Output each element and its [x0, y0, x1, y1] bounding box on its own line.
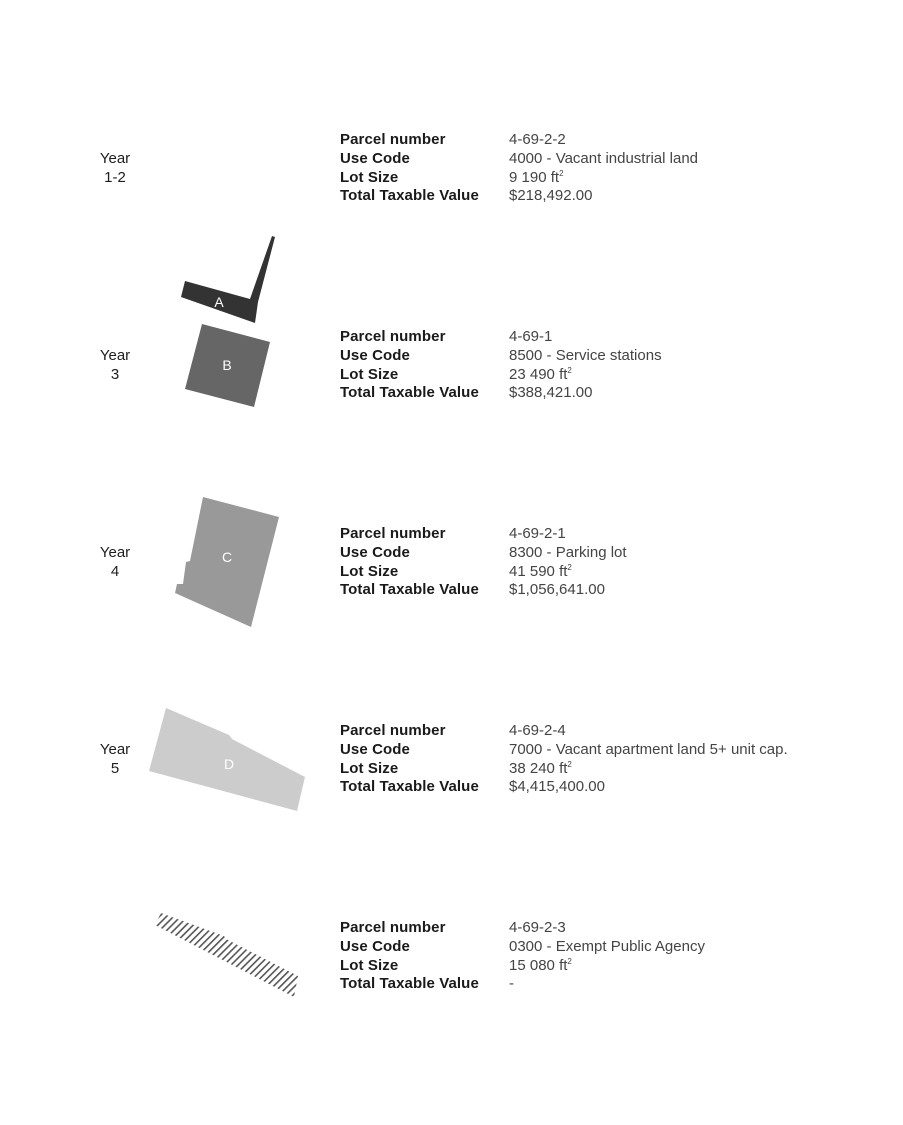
use-code-value: 7000 - Vacant apartment land 5+ unit cap.	[509, 740, 788, 758]
taxable-value-label: Total Taxable Value	[340, 975, 479, 993]
parcel-number-value: 4-69-2-1	[509, 525, 566, 542]
parcel-b-info	[340, 328, 662, 403]
parcel-number-value: 4-69-2-4	[509, 722, 566, 739]
lot-size-value	[509, 760, 572, 779]
year-value: 4	[110, 563, 120, 580]
lot-size-label: Lot Size	[340, 365, 399, 383]
lot-size-label: Lot Size	[340, 956, 399, 974]
lot-size-value	[509, 957, 572, 976]
lot-size-number: 23 490	[509, 365, 555, 383]
parcel-c-info	[340, 525, 627, 600]
use-code-label: Use Code	[340, 740, 410, 758]
taxable-value-label: Total Taxable Value	[340, 384, 479, 402]
use-code-value: 4000 - Vacant industrial land	[509, 149, 699, 167]
lot-size-unit: ft	[559, 956, 568, 974]
lot-size-value	[509, 563, 572, 582]
parcel-row-a	[0, 110, 903, 310]
use-code-value: 8300 - Parking lot	[509, 543, 627, 561]
lot-size-number: 15 080	[509, 956, 555, 974]
year-word: Year	[99, 150, 131, 167]
lot-size-number: 38 240	[509, 759, 555, 777]
lot-size-line	[340, 760, 788, 779]
parcel-number-value: 4-69-1	[509, 328, 553, 345]
lot-size-unit-exponent: 2	[567, 562, 572, 572]
parcel-number-label: Parcel number	[340, 722, 446, 739]
parcel-number-label: Parcel number	[340, 131, 446, 148]
year-value: 1-2	[104, 169, 126, 186]
parcel-number-line	[340, 722, 788, 741]
taxable-value-value: -	[509, 975, 514, 993]
year-word: Year	[99, 347, 131, 364]
taxable-value-value: $388,421.00	[509, 384, 593, 402]
parcel-b-letter: B	[222, 357, 232, 373]
use-code-label: Use Code	[340, 937, 410, 955]
parcel-hatched-lot-shape	[155, 913, 298, 997]
taxable-value-value: $1,056,641.00	[509, 581, 605, 599]
taxable-value-line	[340, 581, 627, 600]
use-code-line	[340, 938, 705, 957]
taxable-value-label: Total Taxable Value	[340, 778, 479, 796]
lot-size-unit: ft	[559, 365, 568, 383]
parcel-number-label: Parcel number	[340, 919, 446, 936]
lot-size-unit-exponent: 2	[567, 365, 572, 375]
parcel-number-line	[340, 525, 627, 544]
use-code-line	[340, 544, 627, 563]
parcel-a-info	[340, 131, 698, 206]
use-code-label: Use Code	[340, 543, 410, 561]
lot-size-unit: ft	[550, 168, 560, 186]
taxable-value-line	[340, 975, 705, 994]
taxable-value-line	[340, 384, 662, 403]
parcel-number-label: Parcel number	[340, 525, 446, 542]
taxable-value-value: $4,415,400.00	[509, 778, 605, 796]
lot-size-label: Lot Size	[340, 562, 399, 580]
lot-size-value	[509, 366, 572, 385]
lot-size-number: 9 190	[509, 168, 547, 186]
use-code-line	[340, 150, 698, 169]
taxable-value-value: $218,492.00	[509, 187, 593, 205]
use-code-line	[340, 347, 662, 366]
lot-size-unit: ft	[559, 759, 568, 777]
lot-size-unit-exponent: 2	[559, 168, 564, 178]
year-word: Year	[99, 741, 131, 758]
use-code-value: 0300 - Exempt Public Agency	[509, 937, 705, 955]
parcel-d-letter: D	[223, 756, 235, 772]
taxable-value-line	[340, 187, 698, 206]
lot-size-line	[340, 366, 662, 385]
lot-size-line	[340, 957, 705, 976]
taxable-value-label: Total Taxable Value	[340, 187, 479, 205]
use-code-line	[340, 741, 788, 760]
parcel-row-d	[0, 701, 903, 881]
parcel-row-b	[0, 307, 903, 487]
parcel-row-c	[0, 504, 903, 684]
lot-size-unit: ft	[559, 562, 568, 580]
parcel-number-line	[340, 919, 705, 938]
use-code-label: Use Code	[340, 346, 410, 364]
lot-size-number: 41 590	[509, 562, 555, 580]
year-word: Year	[99, 544, 131, 561]
parcel-d-info	[340, 722, 788, 797]
parcel-number-line	[340, 131, 698, 150]
parcel-number-value: 4-69-2-3	[509, 919, 566, 936]
lot-size-line	[340, 169, 698, 188]
parcel-number-line	[340, 328, 662, 347]
year-value: 3	[110, 366, 120, 383]
use-code-value: 8500 - Service stations	[509, 346, 662, 364]
lot-size-label: Lot Size	[340, 759, 399, 777]
parcel-row-hatched	[0, 898, 903, 1078]
taxable-value-label: Total Taxable Value	[340, 581, 479, 599]
lot-size-unit-exponent: 2	[567, 759, 572, 769]
lot-size-line	[340, 563, 627, 582]
parcel-hatched-info	[340, 919, 705, 994]
taxable-value-line	[340, 778, 788, 797]
parcel-number-value: 4-69-2-2	[509, 131, 566, 148]
lot-size-label: Lot Size	[340, 168, 399, 186]
parcel-c-letter: C	[221, 549, 233, 565]
year-value: 5	[110, 760, 120, 777]
lot-size-value	[509, 169, 564, 188]
parcel-number-label: Parcel number	[340, 328, 446, 345]
lot-size-unit-exponent: 2	[567, 956, 572, 966]
parcel-a-letter: A	[214, 294, 224, 310]
use-code-label: Use Code	[340, 149, 410, 167]
